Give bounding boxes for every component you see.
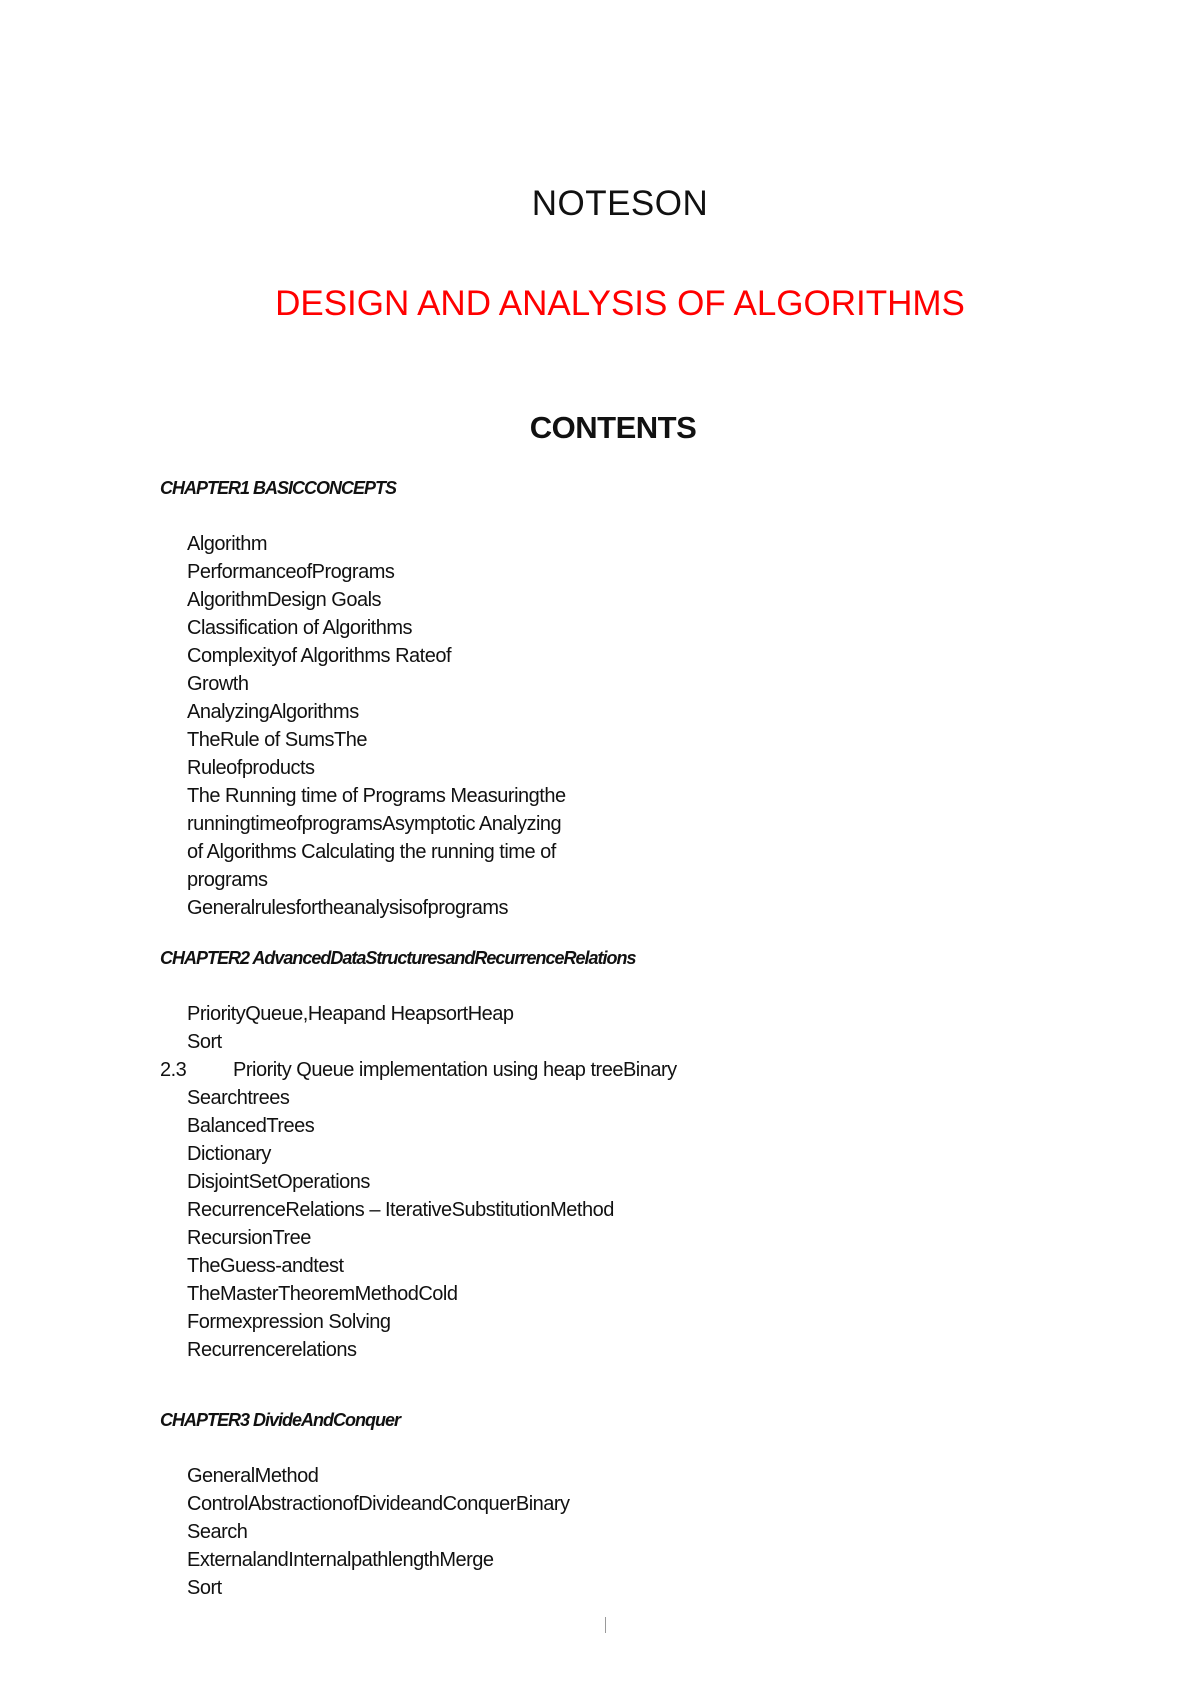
toc-item xyxy=(187,1308,677,1336)
page-number-mark xyxy=(605,1617,606,1633)
toc-item xyxy=(187,1140,677,1168)
toc-item-text: Priority Queue implementation using heap treeBinary xyxy=(233,1059,677,1081)
toc-item xyxy=(187,670,566,698)
chapter-heading: CHAPTER1 BASICCONCEPTS xyxy=(160,478,397,498)
toc-item-number: 2.3 xyxy=(160,1059,187,1081)
toc-item-text: Ruleofproducts xyxy=(187,757,315,779)
toc-item xyxy=(187,1000,677,1028)
toc-item-text: Formexpression Solving xyxy=(187,1311,391,1333)
contents-heading: CONTENTS xyxy=(529,410,697,445)
toc-item xyxy=(187,1028,677,1056)
toc-item-text: Generalrulesfortheanalysisofprograms xyxy=(187,897,509,919)
toc-item xyxy=(160,1056,677,1084)
toc-item xyxy=(187,1462,570,1490)
toc-item xyxy=(187,810,566,838)
toc-item xyxy=(187,1336,677,1364)
toc-item xyxy=(187,782,566,810)
toc-item xyxy=(187,614,566,642)
toc-item-text: Searchtrees xyxy=(187,1087,290,1109)
chapter-heading: CHAPTER3 DivideAndConquer xyxy=(160,1410,401,1430)
toc-item-text: Search xyxy=(187,1521,248,1543)
toc-item-text: Dictionary xyxy=(187,1143,271,1165)
toc-item xyxy=(187,1112,677,1140)
toc-item-text: AnalyzingAlgorithms xyxy=(187,701,359,723)
toc-item-text: AlgorithmDesign Goals xyxy=(187,589,382,611)
toc-item-text: PriorityQueue,Heapand HeapsortHeap xyxy=(187,1003,514,1025)
toc-item xyxy=(187,586,566,614)
document-subtitle: DESIGN AND ANALYSIS OF ALGORITHMS xyxy=(275,284,965,323)
toc-item-text: TheGuess-andtest xyxy=(187,1255,344,1277)
toc-item-text: RecursionTree xyxy=(187,1227,311,1249)
toc-item-text: Growth xyxy=(187,673,249,695)
toc-item-text: Classification of Algorithms xyxy=(187,617,412,639)
toc-item-text: TheRule of SumsThe xyxy=(187,729,367,751)
toc-item xyxy=(187,1490,570,1518)
toc-item xyxy=(187,894,566,922)
toc-item xyxy=(187,726,566,754)
toc-item-text: Recurrencerelations xyxy=(187,1339,357,1361)
toc-item-text: Algorithm xyxy=(187,533,267,555)
chapter-2-topic-list xyxy=(160,1000,677,1364)
toc-item-text: ControlAbstractionofDivideandConquerBinary xyxy=(187,1493,570,1515)
toc-item xyxy=(187,1574,570,1602)
toc-item xyxy=(187,1252,677,1280)
toc-item-text: GeneralMethod xyxy=(187,1465,319,1487)
toc-item-text: PerformanceofPrograms xyxy=(187,561,395,583)
toc-item-text: Complexityof Algorithms Rateof xyxy=(187,645,452,667)
toc-item xyxy=(187,754,566,782)
toc-item-text: Sort xyxy=(187,1577,222,1599)
toc-item-text: runningtimeofprogramsAsymptotic Analyzing xyxy=(187,813,562,835)
toc-item xyxy=(187,698,566,726)
toc-item-text: programs xyxy=(187,869,268,891)
toc-item xyxy=(187,1168,677,1196)
toc-item xyxy=(187,1084,677,1112)
toc-item-text: ExternalandInternalpathlengthMerge xyxy=(187,1549,494,1571)
document-title: NOTESON xyxy=(531,184,709,223)
toc-item-text: TheMasterTheoremMethodCold xyxy=(187,1283,458,1305)
toc-item xyxy=(187,1280,677,1308)
toc-item xyxy=(187,530,566,558)
toc-item-text: The Running time of Programs Measuringthe xyxy=(187,785,566,807)
toc-item xyxy=(187,1546,570,1574)
chapter-heading: CHAPTER2 AdvancedDataStructuresandRecurrenceRelations xyxy=(160,948,636,968)
toc-item-text: DisjointSetOperations xyxy=(187,1171,370,1193)
toc-item xyxy=(187,866,566,894)
toc-item-text: BalancedTrees xyxy=(187,1115,315,1137)
toc-item-text: of Algorithms Calculating the running time of xyxy=(187,841,556,863)
chapter-3-topic-list xyxy=(187,1462,570,1602)
toc-item xyxy=(187,1518,570,1546)
toc-item-text: RecurrenceRelations – IterativeSubstitutionMethod xyxy=(187,1199,614,1221)
chapter-1-topic-list xyxy=(187,530,566,922)
toc-item xyxy=(187,1224,677,1252)
toc-item-text: Sort xyxy=(187,1031,222,1053)
toc-item xyxy=(187,558,566,586)
toc-item xyxy=(187,642,566,670)
toc-item xyxy=(187,1196,677,1224)
toc-item xyxy=(187,838,566,866)
